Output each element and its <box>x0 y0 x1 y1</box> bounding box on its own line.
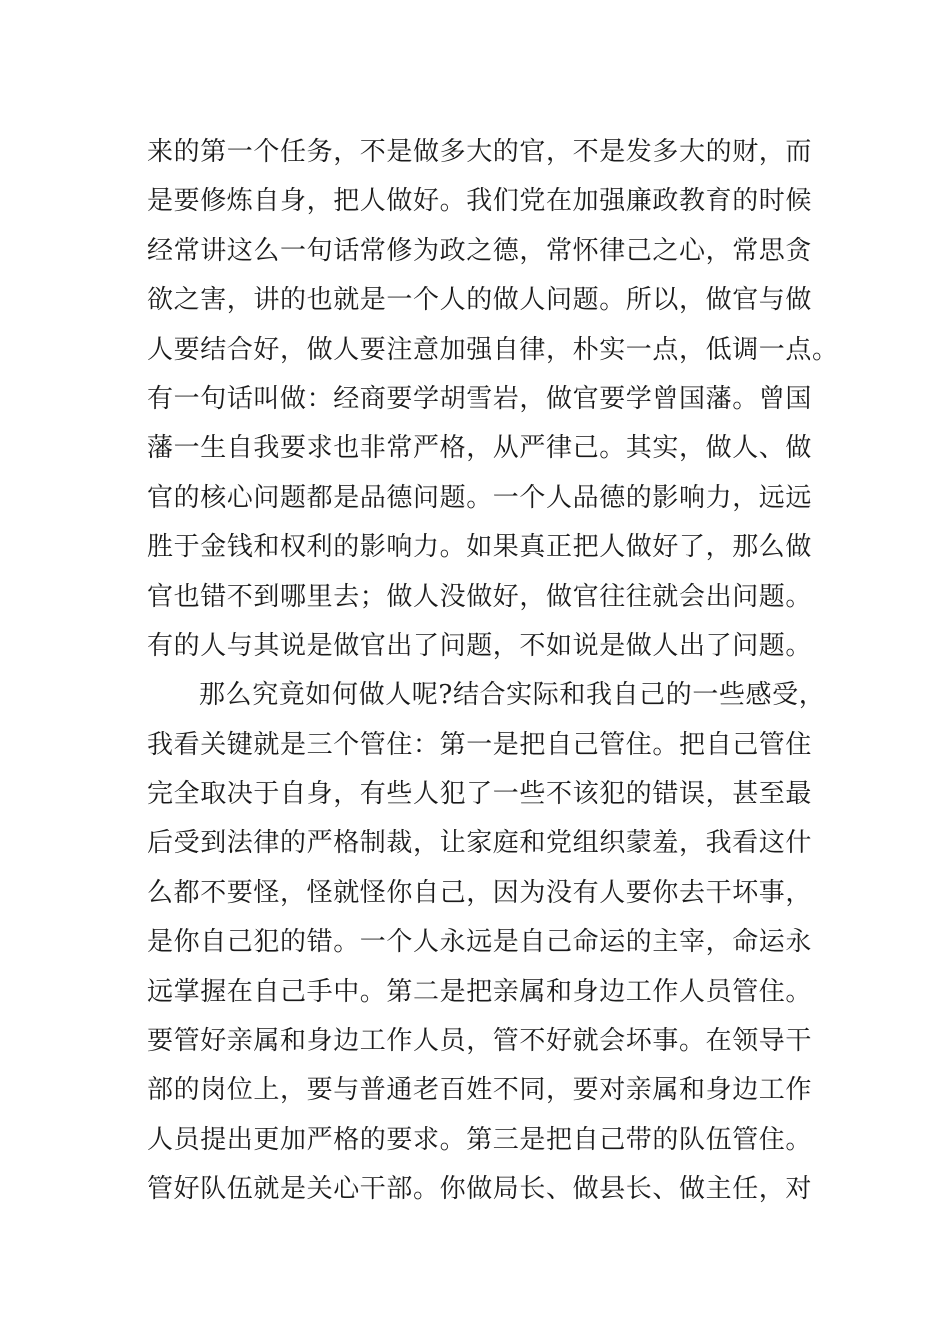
text-line: 官也错不到哪里去；做人没做好，做官往往就会出问题。 <box>147 581 813 612</box>
text-line: 人要结合好，做人要注意加强自律，朴实一点，低调一点。 <box>147 334 839 365</box>
text-line: 有的人与其说是做官出了问题，不如说是做人出了问题。 <box>147 630 813 661</box>
text-line: 远掌握在自己手中。第二是把亲属和身边工作人员管住。 <box>147 976 813 1007</box>
text-line: 么都不要怪，怪就怪你自己，因为没有人要你去干坏事， <box>147 877 813 908</box>
text-line: 人员提出更加严格的要求。第三是把自己带的队伍管住。 <box>147 1124 813 1155</box>
text-line: 部的岗位上，要与普通老百姓不同，要对亲属和身边工作 <box>147 1075 813 1106</box>
text-line: 后受到法律的严格制裁，让家庭和党组织蒙羞，我看这什 <box>147 828 813 859</box>
text-line: 我看关键就是三个管住：第一是把自己管住。把自己管住 <box>147 729 813 760</box>
text-line: 是要修炼自身，把人做好。我们党在加强廉政教育的时候 <box>147 186 813 217</box>
text-line: 藩一生自我要求也非常严格，从严律己。其实，做人、做 <box>147 433 813 464</box>
text-line: 有一句话叫做：经商要学胡雪岩，做官要学曾国藩。曾国 <box>147 383 813 414</box>
text-line: 官的核心问题都是品德问题。一个人品德的影响力，远远 <box>147 482 813 513</box>
text-line: 是你自己犯的错。一个人永远是自己命运的主宰，命运永 <box>147 927 813 958</box>
text-line: 来的第一个任务，不是做多大的官，不是发多大的财，而 <box>147 137 813 167</box>
body-text <box>147 128 839 1215</box>
text-line: 要管好亲属和身边工作人员，管不好就会坏事。在领导干 <box>147 1026 813 1057</box>
text-line: 胜于金钱和权利的影响力。如果真正把人做好了，那么做 <box>147 532 813 563</box>
text-line: 完全取决于自身，有些人犯了一些不该犯的错误，甚至最 <box>147 779 813 810</box>
text-line: 经常讲这么一句话常修为政之德，常怀律己之心，常思贪 <box>147 235 813 266</box>
paragraph-first-line: 那么究竟如何做人呢?结合实际和我自己的一些感受， <box>199 680 826 711</box>
text-line: 管好队伍就是关心干部。你做局长、做县长、做主任，对 <box>147 1174 813 1205</box>
text-line: 欲之害，讲的也就是一个人的做人问题。所以，做官与做 <box>147 285 813 316</box>
